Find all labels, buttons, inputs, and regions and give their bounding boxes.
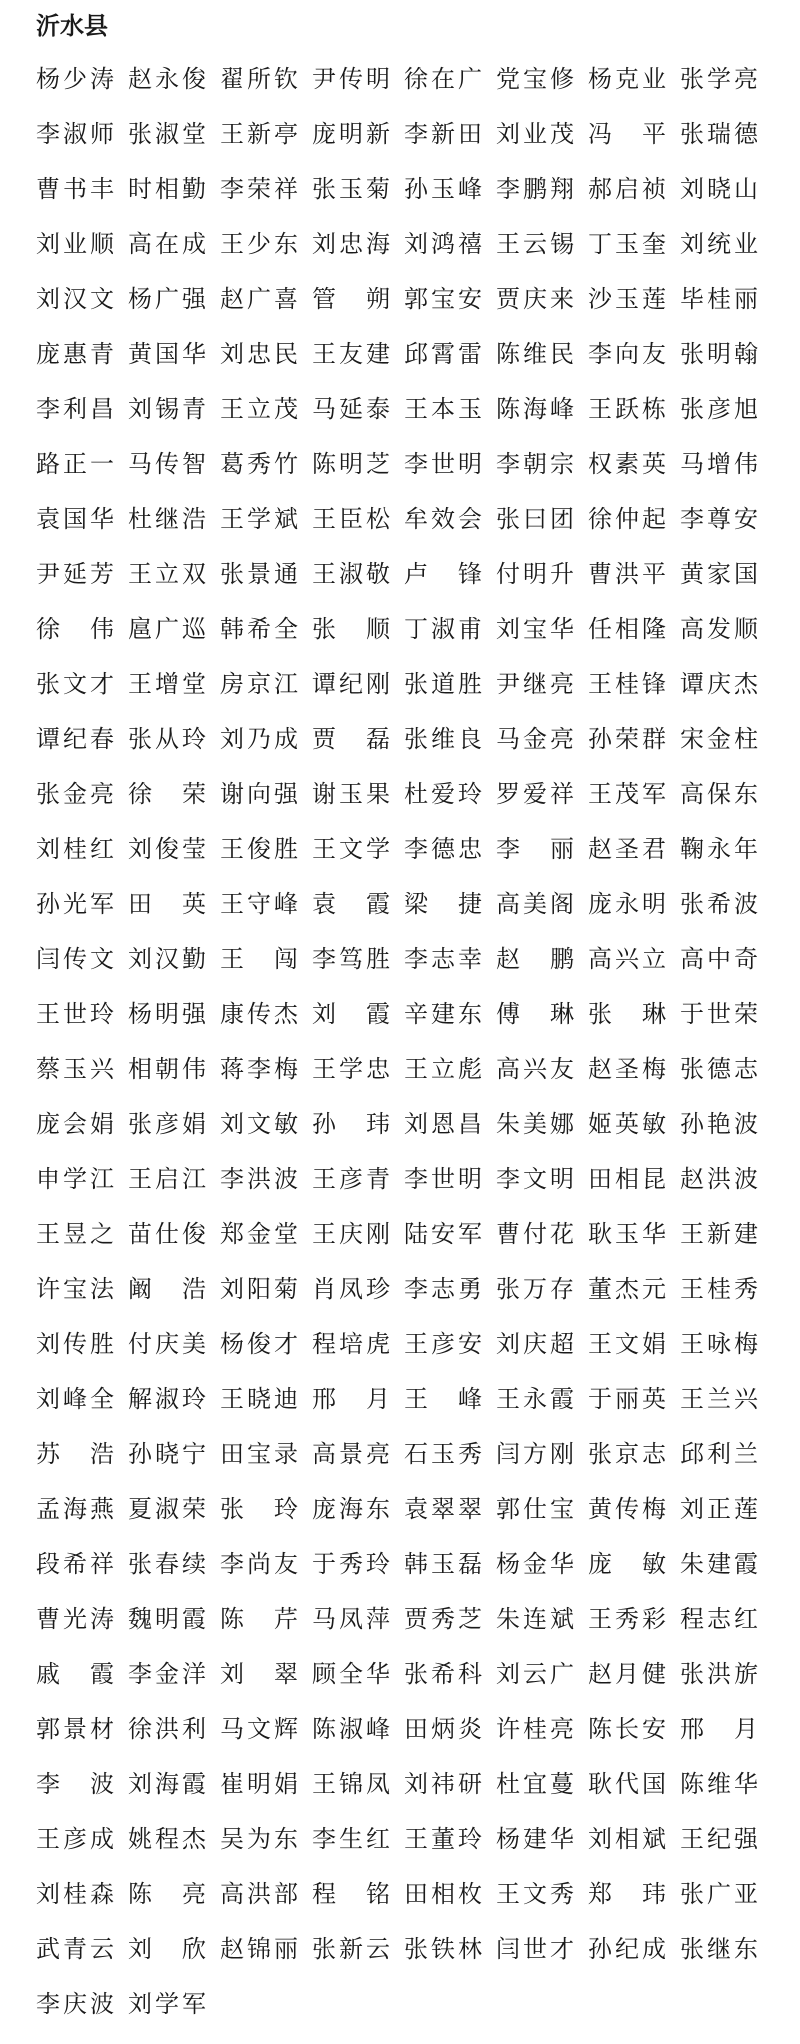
name-entry: 魏明霞 [128,1605,206,1633]
name-entry: 于丽英 [588,1385,666,1413]
name-entry: 张彦娟 [128,1110,206,1138]
name-entry: 房京江 [220,670,298,698]
name-entry: 刘宝华 [496,615,574,643]
name-entry: 刘忠海 [312,230,390,258]
name-entry: 吴为东 [220,1825,298,1853]
name-entry: 郭景材 [36,1715,114,1743]
name-entry: 张彦旭 [680,395,758,423]
name-entry: 李笃胜 [312,945,390,973]
name-entry: 李 波 [36,1770,114,1798]
name-entry: 石玉秀 [404,1440,482,1468]
name-entry: 王纪强 [680,1825,758,1853]
county-heading: 沂水县 [36,12,108,40]
name-entry: 张 顺 [312,615,390,643]
name-entry: 庞海东 [312,1495,390,1523]
name-entry: 孟海燕 [36,1495,114,1523]
name-entry: 谭纪春 [36,725,114,753]
name-entry: 管 朔 [312,285,390,313]
name-entry: 韩希全 [220,615,298,643]
name-entry: 李世明 [404,450,482,478]
name-entry: 相朝伟 [128,1055,206,1083]
name-entry: 韩玉磊 [404,1550,482,1578]
name-entry: 张明翰 [680,340,758,368]
name-list [36,64,776,2044]
name-entry: 崔明娟 [220,1770,298,1798]
name-entry: 王咏梅 [680,1330,758,1358]
name-entry: 刘 翠 [220,1660,298,1688]
name-entry: 王庆刚 [312,1220,390,1248]
name-entry: 刘业顺 [36,230,114,258]
name-entry: 李文明 [496,1165,574,1193]
name-entry: 王立彪 [404,1055,482,1083]
name-entry: 杨广强 [128,285,206,313]
name-entry: 刘桂红 [36,835,114,863]
name-entry: 张继东 [680,1935,758,1963]
name-entry: 牟效会 [404,505,482,533]
name-entry: 赵圣君 [588,835,666,863]
name-entry: 杨少涛 [36,65,114,93]
name-entry: 李 丽 [496,835,574,863]
name-entry: 徐洪利 [128,1715,206,1743]
name-entry: 张学亮 [680,65,758,93]
name-entry: 王臣松 [312,505,390,533]
name-entry: 刘俊莹 [128,835,206,863]
name-entry: 李尚友 [220,1550,298,1578]
name-entry: 刘峰全 [36,1385,114,1413]
name-entry: 刘云广 [496,1660,574,1688]
name-entry: 丁玉奎 [588,230,666,258]
name-entry: 李利昌 [36,395,114,423]
name-entry: 康传杰 [220,1000,298,1028]
name-entry: 杨建华 [496,1825,574,1853]
name-entry: 李鹏翔 [496,175,574,203]
name-entry: 于世荣 [680,1000,758,1028]
name-entry: 辛建东 [404,1000,482,1028]
name-entry: 毕桂丽 [680,285,758,313]
name-entry: 罗爱祥 [496,780,574,808]
name-entry: 王锦凤 [312,1770,390,1798]
name-entry: 赵圣梅 [588,1055,666,1083]
name-entry: 许宝法 [36,1275,114,1303]
name-entry: 闫传文 [36,945,114,973]
name-entry: 张希波 [680,890,758,918]
name-entry: 武青云 [36,1935,114,1963]
name-entry: 张曰团 [496,505,574,533]
name-entry: 解淑玲 [128,1385,206,1413]
name-entry: 王学斌 [220,505,298,533]
name-entry: 刘海霞 [128,1770,206,1798]
name-entry: 赵锦丽 [220,1935,298,1963]
name-entry: 谢向强 [220,780,298,808]
name-entry: 孙玉峰 [404,175,482,203]
name-entry: 邢 月 [312,1385,390,1413]
name-entry: 付明升 [496,560,574,588]
name-entry: 段希祥 [36,1550,114,1578]
name-entry: 王增堂 [128,670,206,698]
name-entry: 陈海峰 [496,395,574,423]
name-entry: 陈明芝 [312,450,390,478]
name-entry: 闫方刚 [496,1440,574,1468]
name-entry: 王学忠 [312,1055,390,1083]
document [36,0,776,2044]
name-entry: 王文学 [312,835,390,863]
name-entry: 王彦青 [312,1165,390,1193]
name-entry: 翟所钦 [220,65,298,93]
name-entry: 李向友 [588,340,666,368]
name-entry: 梁 捷 [404,890,482,918]
name-entry: 马金亮 [496,725,574,753]
name-entry: 马文辉 [220,1715,298,1743]
name-entry: 谭纪刚 [312,670,390,698]
name-entry: 刘祎研 [404,1770,482,1798]
name-entry: 高发顺 [680,615,758,643]
name-entry: 夏淑荣 [128,1495,206,1523]
name-entry: 孙光军 [36,890,114,918]
name-entry: 赵广喜 [220,285,298,313]
name-entry: 庞明新 [312,120,390,148]
name-entry: 刘 欣 [128,1935,206,1963]
name-entry: 赵洪波 [680,1165,758,1193]
name-entry: 徐 伟 [36,615,114,643]
name-entry: 庞惠青 [36,340,114,368]
name-entry: 高美阁 [496,890,574,918]
name-entry: 卢 锋 [404,560,482,588]
name-entry: 李志幸 [404,945,482,973]
name-entry: 李世明 [404,1165,482,1193]
name-entry: 邢 月 [680,1715,758,1743]
name-entry: 陈 亮 [128,1880,206,1908]
name-entry: 陈维华 [680,1770,758,1798]
name-entry: 耿玉华 [588,1220,666,1248]
name-entry: 董杰元 [588,1275,666,1303]
name-entry: 王晓迪 [220,1385,298,1413]
name-entry: 曹光涛 [36,1605,114,1633]
name-entry: 张新云 [312,1935,390,1963]
name-entry: 孙晓宁 [128,1440,206,1468]
name-entry: 王守峰 [220,890,298,918]
name-entry: 路正一 [36,450,114,478]
name-entry: 张德志 [680,1055,758,1083]
name-entry: 郝启祯 [588,175,666,203]
name-entry: 刘相斌 [588,1825,666,1853]
name-entry: 张景通 [220,560,298,588]
name-entry: 尹传明 [312,65,390,93]
name-entry: 权素英 [588,450,666,478]
name-entry: 李荣祥 [220,175,298,203]
name-entry: 沙玉莲 [588,285,666,313]
name-entry: 耿代国 [588,1770,666,1798]
name-entry: 尹延芳 [36,560,114,588]
name-entry: 顾全华 [312,1660,390,1688]
name-entry: 蔡玉兴 [36,1055,114,1083]
name-entry: 杜继浩 [128,505,206,533]
name-entry: 刘业茂 [496,120,574,148]
name-entry: 刘锡青 [128,395,206,423]
name-entry: 黄传梅 [588,1495,666,1523]
name-entry: 程培虎 [312,1330,390,1358]
name-entry: 王淑敬 [312,560,390,588]
name-entry: 王新亭 [220,120,298,148]
name-entry: 谢玉果 [312,780,390,808]
name-entry: 阚 浩 [128,1275,206,1303]
name-entry: 袁 霞 [312,890,390,918]
name-entry: 张从玲 [128,725,206,753]
name-entry: 张玉菊 [312,175,390,203]
name-entry: 马延泰 [312,395,390,423]
name-entry: 张维良 [404,725,482,753]
name-entry: 杨俊才 [220,1330,298,1358]
name-entry: 马增伟 [680,450,758,478]
name-entry: 李德忠 [404,835,482,863]
name-entry: 徐在广 [404,65,482,93]
name-entry: 陈维民 [496,340,574,368]
name-entry: 王俊胜 [220,835,298,863]
name-entry: 尹继亮 [496,670,574,698]
name-entry: 王世玲 [36,1000,114,1028]
name-entry: 葛秀竹 [220,450,298,478]
name-entry: 丁淑甫 [404,615,482,643]
name-entry: 田相昆 [588,1165,666,1193]
name-entry: 高保东 [680,780,758,808]
name-entry: 邱利兰 [680,1440,758,1468]
name-entry: 许桂亮 [496,1715,574,1743]
name-entry: 刘恩昌 [404,1110,482,1138]
name-entry: 赵 鹏 [496,945,574,973]
name-entry: 杨金华 [496,1550,574,1578]
name-entry: 孙 玮 [312,1110,390,1138]
name-entry: 曹书丰 [36,175,114,203]
name-entry: 贾秀芝 [404,1605,482,1633]
name-entry: 姬英敏 [588,1110,666,1138]
name-entry: 傅 琳 [496,1000,574,1028]
name-entry: 张春续 [128,1550,206,1578]
name-entry: 王 闯 [220,945,298,973]
name-entry: 王桂锋 [588,670,666,698]
name-entry: 王跃栋 [588,395,666,423]
name-entry: 时相勤 [128,175,206,203]
name-entry: 徐 荣 [128,780,206,808]
name-entry: 刘鸿禧 [404,230,482,258]
name-entry: 王茂军 [588,780,666,808]
name-entry: 张万存 [496,1275,574,1303]
name-entry: 刘乃成 [220,725,298,753]
name-entry: 刘正莲 [680,1495,758,1523]
name-entry: 王永霞 [496,1385,574,1413]
name-entry: 田炳炎 [404,1715,482,1743]
name-entry: 戚 霞 [36,1660,114,1688]
name-entry: 王少东 [220,230,298,258]
name-entry: 朱美娜 [496,1110,574,1138]
name-entry: 张 玲 [220,1495,298,1523]
name-entry: 朱连斌 [496,1605,574,1633]
name-entry: 马传智 [128,450,206,478]
name-entry: 刘传胜 [36,1330,114,1358]
name-entry: 李尊安 [680,505,758,533]
name-entry: 田宝录 [220,1440,298,1468]
name-entry: 张 琳 [588,1000,666,1028]
name-entry: 袁翠翠 [404,1495,482,1523]
name-entry: 李志勇 [404,1275,482,1303]
name-entry: 刘文敏 [220,1110,298,1138]
name-entry: 刘晓山 [680,175,758,203]
name-entry: 张广亚 [680,1880,758,1908]
name-entry: 高兴友 [496,1055,574,1083]
name-entry: 程志红 [680,1605,758,1633]
name-entry: 曹付花 [496,1220,574,1248]
name-entry: 陆安军 [404,1220,482,1248]
name-entry: 王立双 [128,560,206,588]
name-entry: 张淑堂 [128,120,206,148]
name-entry: 黄家国 [680,560,758,588]
name-entry: 王秀彩 [588,1605,666,1633]
name-entry: 任相隆 [588,615,666,643]
name-entry: 王彦成 [36,1825,114,1853]
name-entry: 庞永明 [588,890,666,918]
name-entry: 郑金堂 [220,1220,298,1248]
name-entry: 徐仲起 [588,505,666,533]
name-entry: 李新田 [404,120,482,148]
name-entry: 高洪部 [220,1880,298,1908]
name-entry: 张洪旂 [680,1660,758,1688]
name-entry: 庞会娟 [36,1110,114,1138]
name-entry: 李生红 [312,1825,390,1853]
name-entry: 高兴立 [588,945,666,973]
name-entry: 马凤萍 [312,1605,390,1633]
name-entry: 扈广巡 [128,615,206,643]
name-entry: 王兰兴 [680,1385,758,1413]
name-entry: 孙艳波 [680,1110,758,1138]
name-entry: 苏 浩 [36,1440,114,1468]
name-entry: 蒋李梅 [220,1055,298,1083]
name-entry: 付庆美 [128,1330,206,1358]
name-entry: 田相枚 [404,1880,482,1908]
name-entry: 邱霄雷 [404,340,482,368]
name-entry: 张文才 [36,670,114,698]
name-entry: 李朝宗 [496,450,574,478]
name-entry: 申学江 [36,1165,114,1193]
name-entry: 曹洪平 [588,560,666,588]
name-entry: 刘桂森 [36,1880,114,1908]
name-entry: 谭庆杰 [680,670,758,698]
name-entry: 王彦安 [404,1330,482,1358]
name-entry: 党宝修 [496,65,574,93]
name-entry: 宋金柱 [680,725,758,753]
name-entry: 王启江 [128,1165,206,1193]
name-entry: 刘汉文 [36,285,114,313]
name-entry: 王友建 [312,340,390,368]
name-entry: 张铁林 [404,1935,482,1963]
name-entry: 鞠永年 [680,835,758,863]
name-entry: 王新建 [680,1220,758,1248]
name-entry: 张金亮 [36,780,114,808]
name-entry: 张京志 [588,1440,666,1468]
name-entry: 李淑师 [36,120,114,148]
name-entry: 杜宜蔓 [496,1770,574,1798]
name-entry: 陈淑峰 [312,1715,390,1743]
name-entry: 王昱之 [36,1220,114,1248]
name-entry: 刘庆超 [496,1330,574,1358]
name-entry: 肖凤珍 [312,1275,390,1303]
name-entry: 孙荣群 [588,725,666,753]
name-entry: 杜爱玲 [404,780,482,808]
name-entry: 于秀玲 [312,1550,390,1578]
name-entry: 王文秀 [496,1880,574,1908]
name-entry: 陈 芹 [220,1605,298,1633]
name-entry: 高景亮 [312,1440,390,1468]
name-entry: 李金洋 [128,1660,206,1688]
name-entry: 张希科 [404,1660,482,1688]
name-entry: 孙纪成 [588,1935,666,1963]
name-entry: 姚程杰 [128,1825,206,1853]
name-entry: 贾 磊 [312,725,390,753]
name-entry: 王云锡 [496,230,574,258]
name-entry: 郭仕宝 [496,1495,574,1523]
name-entry: 王本玉 [404,395,482,423]
name-entry: 刘忠民 [220,340,298,368]
name-entry: 刘汉勤 [128,945,206,973]
name-entry: 李洪波 [220,1165,298,1193]
name-entry: 郭宝安 [404,285,482,313]
name-entry: 苗仕俊 [128,1220,206,1248]
name-entry: 张道胜 [404,670,482,698]
name-entry: 杨明强 [128,1000,206,1028]
name-entry: 高在成 [128,230,206,258]
name-entry: 闫世才 [496,1935,574,1963]
name-entry: 黄国华 [128,340,206,368]
name-entry: 王文娟 [588,1330,666,1358]
name-entry: 庞 敏 [588,1550,666,1578]
name-entry: 王 峰 [404,1385,482,1413]
name-entry: 朱建霞 [680,1550,758,1578]
name-entry: 刘 霞 [312,1000,390,1028]
name-entry: 王立茂 [220,395,298,423]
name-entry: 程 铭 [312,1880,390,1908]
name-entry: 王桂秀 [680,1275,758,1303]
name-entry: 李庆波 [36,1990,114,2018]
name-entry: 赵月健 [588,1660,666,1688]
name-entry: 刘学军 [128,1990,206,2018]
name-entry: 田 英 [128,890,206,918]
name-entry: 张瑞德 [680,120,758,148]
name-entry: 赵永俊 [128,65,206,93]
name-entry: 陈长安 [588,1715,666,1743]
name-entry: 刘阳菊 [220,1275,298,1303]
name-entry: 冯 平 [588,120,666,148]
name-entry: 袁国华 [36,505,114,533]
name-entry: 刘统业 [680,230,758,258]
name-entry: 杨克业 [588,65,666,93]
name-entry: 王董玲 [404,1825,482,1853]
name-entry: 郑 玮 [588,1880,666,1908]
name-entry: 贾庆来 [496,285,574,313]
name-entry: 高中奇 [680,945,758,973]
